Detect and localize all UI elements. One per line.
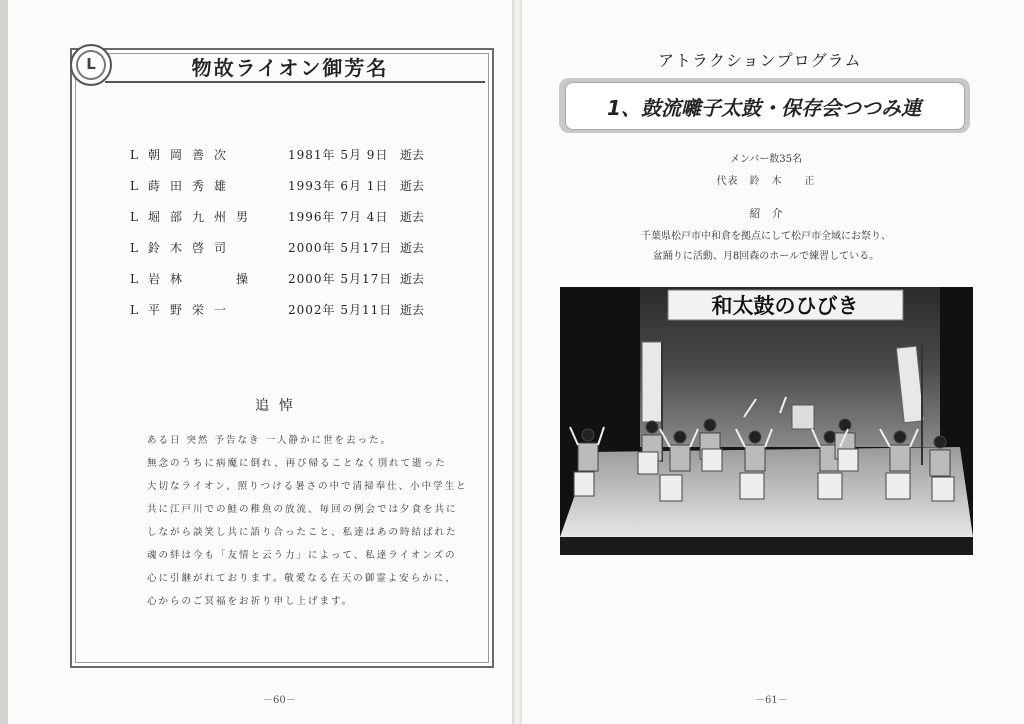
member-name: L蒔田秀雄	[130, 179, 236, 193]
book-gutter	[512, 0, 522, 724]
member-status: 逝去	[400, 303, 425, 317]
eulogy-line: ある日 突然 予告なき 一人静かに世を去った。	[147, 435, 393, 446]
standing-drum	[792, 405, 814, 429]
program-heading: アトラクションプログラム	[658, 51, 862, 70]
eulogy-line: 心に引継がれております。敬愛なる在天の御霊よ安らかに、	[147, 573, 457, 584]
team-title: 1、鼓流囃子太鼓・保存会つつみ連	[607, 96, 921, 120]
taiko-performance-photo	[560, 287, 973, 555]
book-edge-shadow	[0, 0, 8, 724]
member-status: 逝去	[400, 241, 425, 255]
members-count: メンバー数35名	[729, 154, 803, 165]
intro-line: 千葉県松戸市中和倉を拠点にして松戸市全域にお祭り、	[641, 231, 891, 242]
page-number-left: －60－	[263, 695, 296, 706]
intro-line: 盆踊りに活動、月8回森のホールで練習している。	[652, 251, 880, 262]
member-date: 2002年 5月11日	[288, 303, 393, 317]
member-date: 1996年 7月 4日	[288, 210, 389, 224]
member-name: L堀部九州男	[130, 210, 258, 224]
eulogy-heading: 追悼	[255, 398, 303, 414]
title-rule	[105, 81, 485, 83]
member-status: 逝去	[400, 179, 425, 193]
nobori-flag-left	[642, 342, 662, 422]
member-status: 逝去	[400, 148, 425, 162]
representative: 代表 鈴 木 正	[716, 176, 816, 187]
page-number-right: －61－	[755, 695, 788, 706]
member-status: 逝去	[400, 272, 425, 286]
intro-heading: 紹 介	[749, 207, 783, 220]
eulogy-line: 大切なライオン、照りつける暑さの中で清掃奉仕、小中学生と	[147, 481, 468, 492]
member-date: 2000年 5月17日	[288, 272, 393, 286]
eulogy-line: 魂の絆は今も「友情と云う力」によって、私達ライオンズの	[147, 550, 457, 561]
member-date: 2000年 5月17日	[288, 241, 393, 255]
photo-banner: 和太鼓のひびき	[711, 294, 859, 318]
memorial-title: 物故ライオン御芳名	[191, 56, 389, 80]
member-name: L岩林 操	[130, 272, 258, 286]
eulogy-line: 無念のうちに病魔に倒れ、再び帰ることなく別れて逝った	[147, 458, 447, 469]
eulogy-line: しながら談笑し共に語り合ったこと、私達はあの時結ばれた	[147, 527, 458, 538]
member-name: L朝岡善次	[130, 148, 236, 162]
lions-logo-icon: L	[70, 44, 112, 86]
member-name: L鈴木啓司	[130, 241, 236, 255]
member-name: L平野栄一	[130, 303, 236, 317]
member-date: 1981年 5月 9日	[288, 148, 389, 162]
eulogy-line: 心からのご冥福をお祈り申し上げます。	[147, 596, 354, 607]
member-status: 逝去	[400, 210, 425, 224]
eulogy-line: 共に江戸川での鮭の稚魚の放流、毎回の例会では夕食を共に	[147, 504, 458, 515]
member-date: 1993年 6月 1日	[288, 179, 389, 193]
